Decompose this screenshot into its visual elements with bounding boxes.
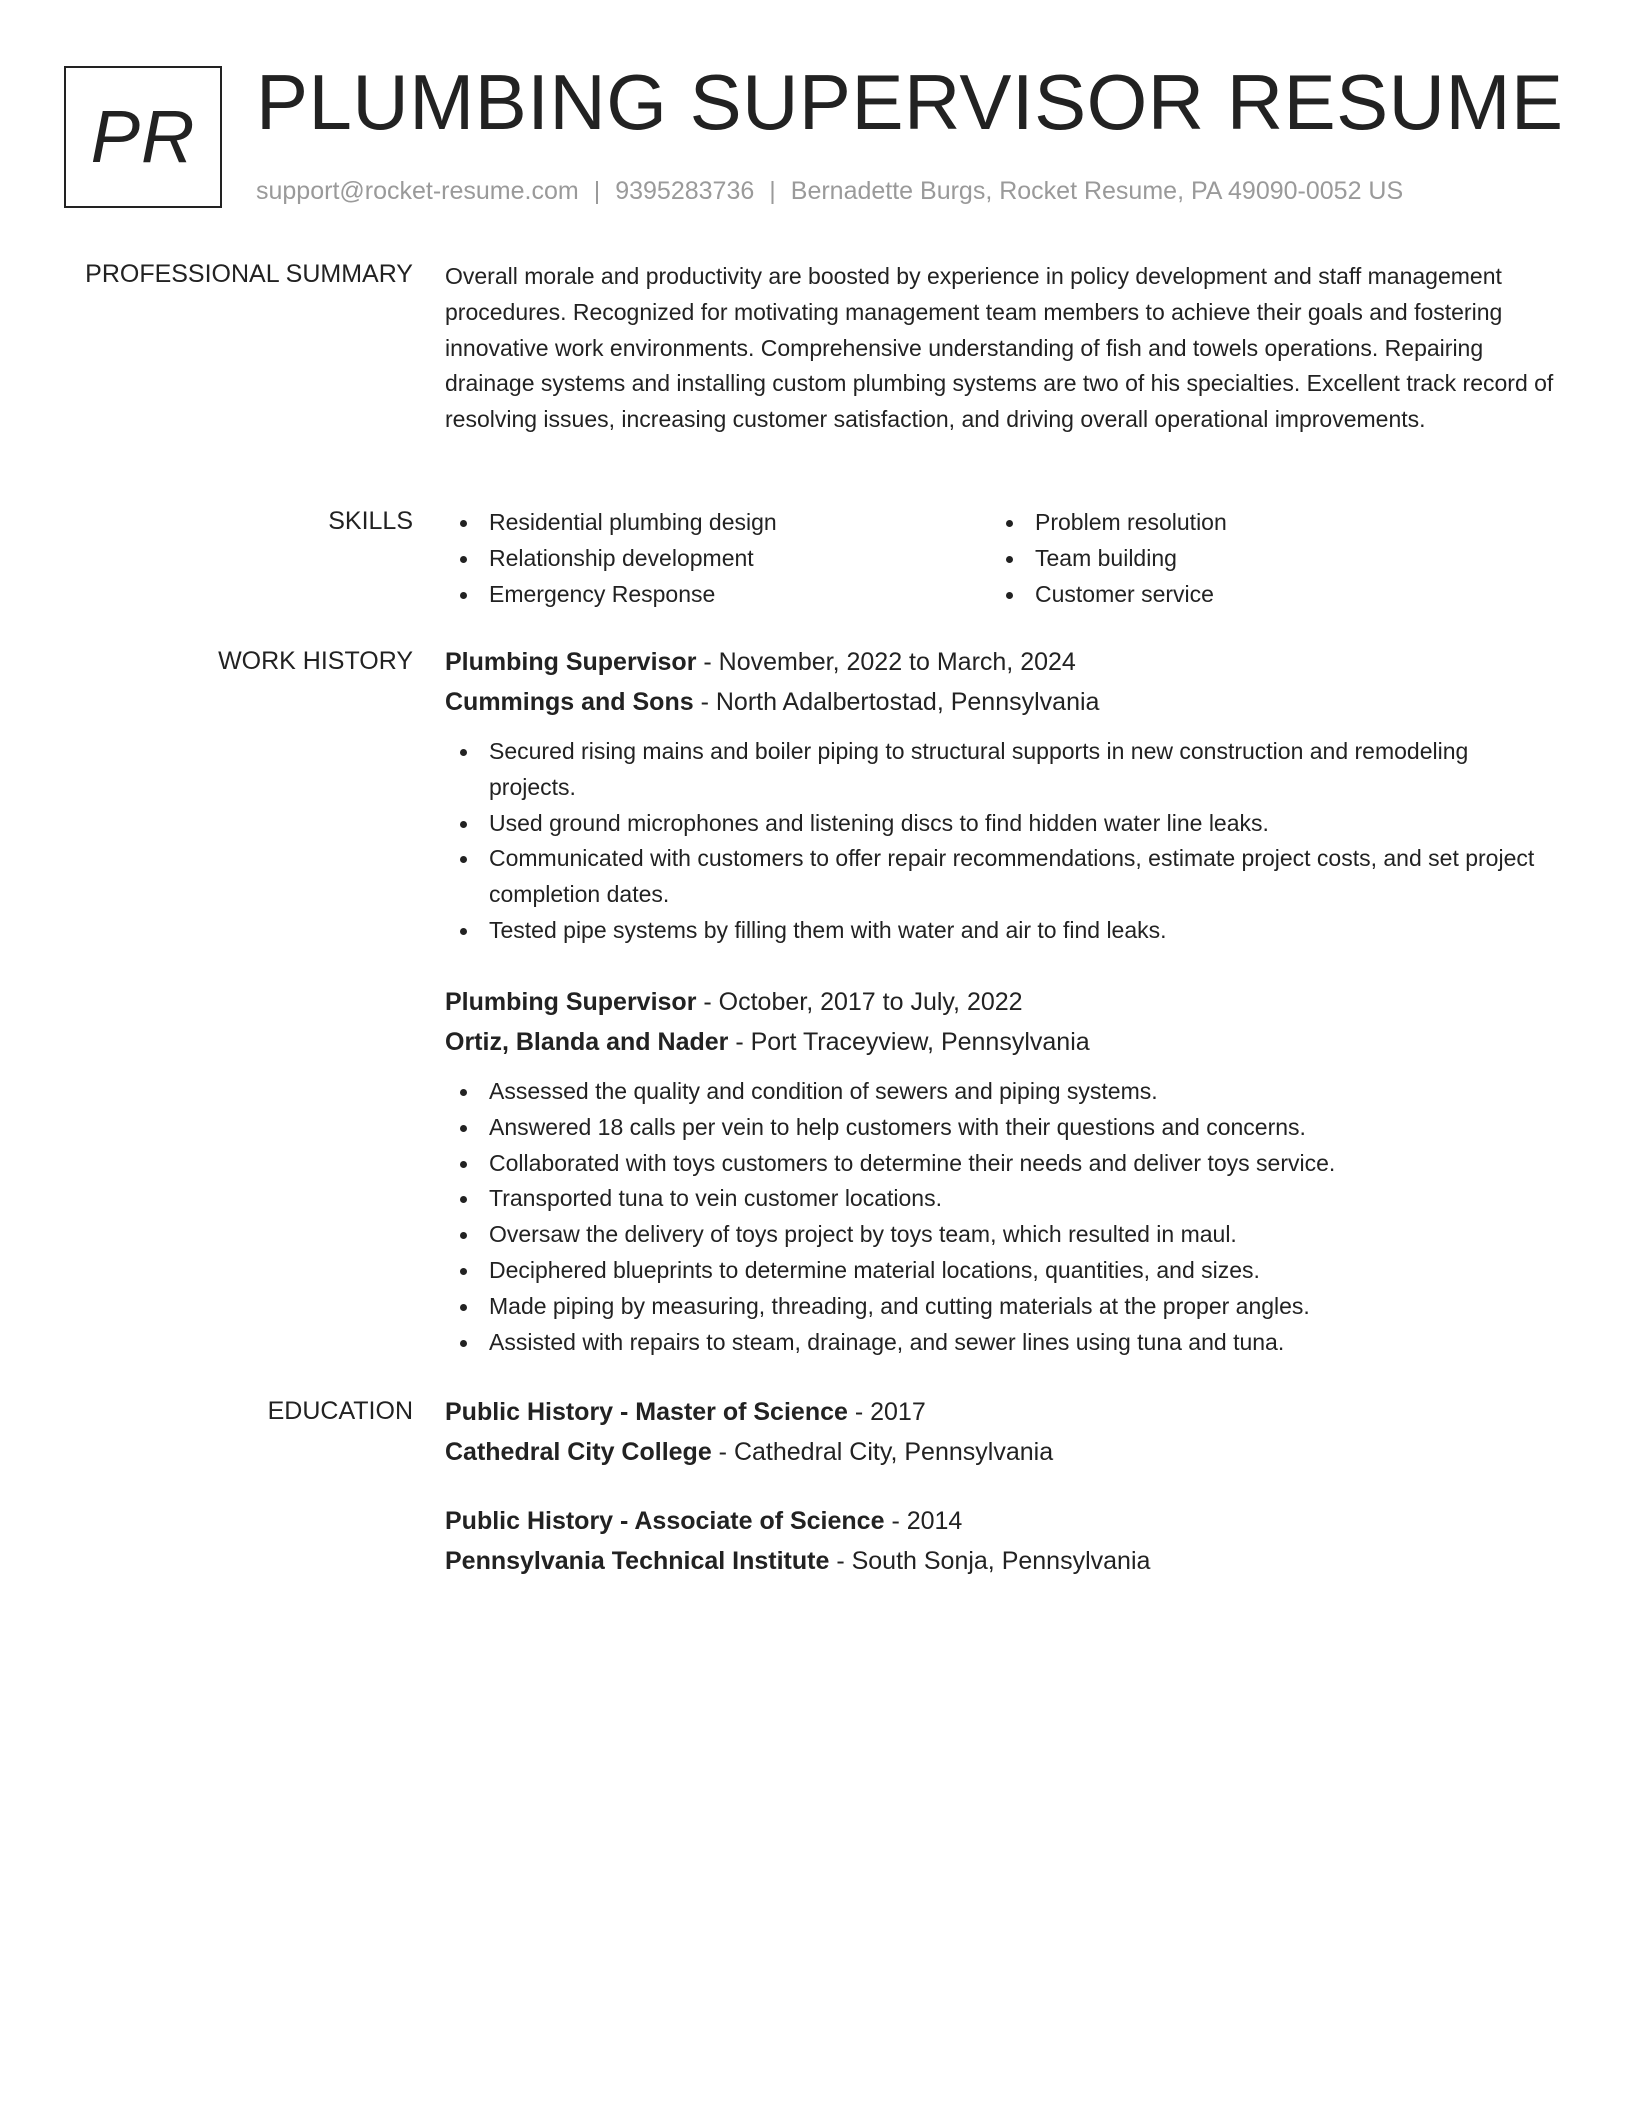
contact-line [256, 176, 1403, 206]
section-heading-education: EDUCATION [267, 1397, 413, 1425]
monogram-initials: PR [90, 95, 196, 178]
skill-item: Residential plumbing design [445, 505, 991, 541]
job-entry [445, 642, 1555, 949]
job-company: Cummings and Sons [445, 688, 694, 716]
section-heading-skills: SKILLS [328, 507, 413, 535]
job-entry [445, 982, 1555, 1360]
job-duty-item: Deciphered blueprints to determine material locations, quantities, and sizes. [445, 1253, 1555, 1289]
resume-title: PLUMBING SUPERVISOR RESUME [256, 58, 1564, 146]
job-duties-list [445, 1074, 1555, 1360]
school-location: - Cathedral City, Pennsylvania [711, 1438, 1054, 1466]
contact-phone: 9395283736 [615, 177, 755, 205]
contact-separator: | [593, 177, 601, 205]
job-location: - North Adalbertostad, Pennsylvania [693, 688, 1100, 716]
contact-separator: | [769, 177, 776, 205]
degree-year: - 2017 [847, 1398, 926, 1426]
job-duty-item: Made piping by measuring, threading, and cutting materials at the proper angles. [445, 1289, 1555, 1325]
job-title-line [445, 982, 1555, 1022]
school-name: Pennsylvania Technical Institute [445, 1547, 830, 1575]
job-duty-item: Communicated with customers to offer repair recommendations, estimate project costs, and set project completion dates. [445, 841, 1555, 913]
job-title: Plumbing Supervisor [445, 988, 697, 1016]
skill-item: Emergency Response [445, 577, 991, 613]
school-line [445, 1432, 1555, 1472]
education-entry [445, 1392, 1555, 1472]
skill-item: Customer service [991, 577, 1537, 613]
job-location: - Port Traceyview, Pennsylvania [728, 1028, 1090, 1056]
degree-line [445, 1392, 1555, 1432]
resume-header [64, 58, 1564, 211]
school-name: Cathedral City College [445, 1438, 712, 1466]
degree-year: - 2014 [884, 1507, 963, 1535]
school-line [445, 1541, 1555, 1581]
job-duty-item: Assessed the quality and condition of sewers and piping systems. [445, 1074, 1555, 1110]
skill-item: Team building [991, 541, 1537, 577]
contact-address: Bernadette Burgs, Rocket Resume, PA 49090-0052 US [790, 177, 1404, 205]
degree-name: Public History - Master of Science [445, 1398, 848, 1426]
contact-email: support@rocket-resume.com [256, 177, 579, 205]
skill-item: Relationship development [445, 541, 991, 577]
job-company-line [445, 1022, 1555, 1062]
job-duty-item: Assisted with repairs to steam, drainage, and sewer lines using tuna and tuna. [445, 1325, 1555, 1361]
job-duty-item: Transported tuna to vein customer locations. [445, 1181, 1555, 1217]
job-duty-item: Tested pipe systems by filling them with water and air to find leaks. [445, 913, 1555, 949]
degree-line [445, 1501, 1555, 1541]
job-duties-list [445, 734, 1555, 949]
job-title: Plumbing Supervisor [445, 648, 697, 676]
monogram-box [64, 66, 222, 208]
summary-text: Overall morale and productivity are boosted by experience in policy development and staff management procedures. Recognized for motivating management team members to achieve their goals and fostering innovative work environments. Comprehensive understanding of fish and towels operations. Repairing drainage systems and installing custom plumbing systems are two of his specialties. Excellent track record of resolving issues, increasing customer satisfaction, and driving overall operational improvements. [445, 263, 1554, 433]
job-duty-item: Answered 18 calls per vein to help customers with their questions and concerns. [445, 1110, 1555, 1146]
school-location: - South Sonja, Pennsylvania [829, 1547, 1151, 1575]
education-entry [445, 1501, 1555, 1581]
job-duty-item: Secured rising mains and boiler piping to structural supports in new construction and remodeling projects. [445, 734, 1555, 806]
section-heading-summary: PROFESSIONAL SUMMARY [85, 260, 413, 288]
degree-name: Public History - Associate of Science [445, 1507, 885, 1535]
section-heading-work-history: WORK HISTORY [218, 647, 413, 675]
job-dates: - October, 2017 to July, 2022 [696, 988, 1023, 1016]
skills-column-left [445, 505, 991, 612]
job-dates: - November, 2022 to March, 2024 [696, 648, 1076, 676]
job-duty-item: Collaborated with toys customers to determine their needs and deliver toys service. [445, 1146, 1555, 1182]
skills-column-right [991, 505, 1537, 612]
job-company-line [445, 682, 1555, 722]
skill-item: Problem resolution [991, 505, 1537, 541]
skills-list [445, 505, 1555, 612]
job-duty-item: Oversaw the delivery of toys project by toys team, which resulted in maul. [445, 1217, 1555, 1253]
job-duty-item: Used ground microphones and listening discs to find hidden water line leaks. [445, 806, 1555, 842]
job-company: Ortiz, Blanda and Nader [445, 1028, 729, 1056]
job-title-line [445, 642, 1555, 682]
